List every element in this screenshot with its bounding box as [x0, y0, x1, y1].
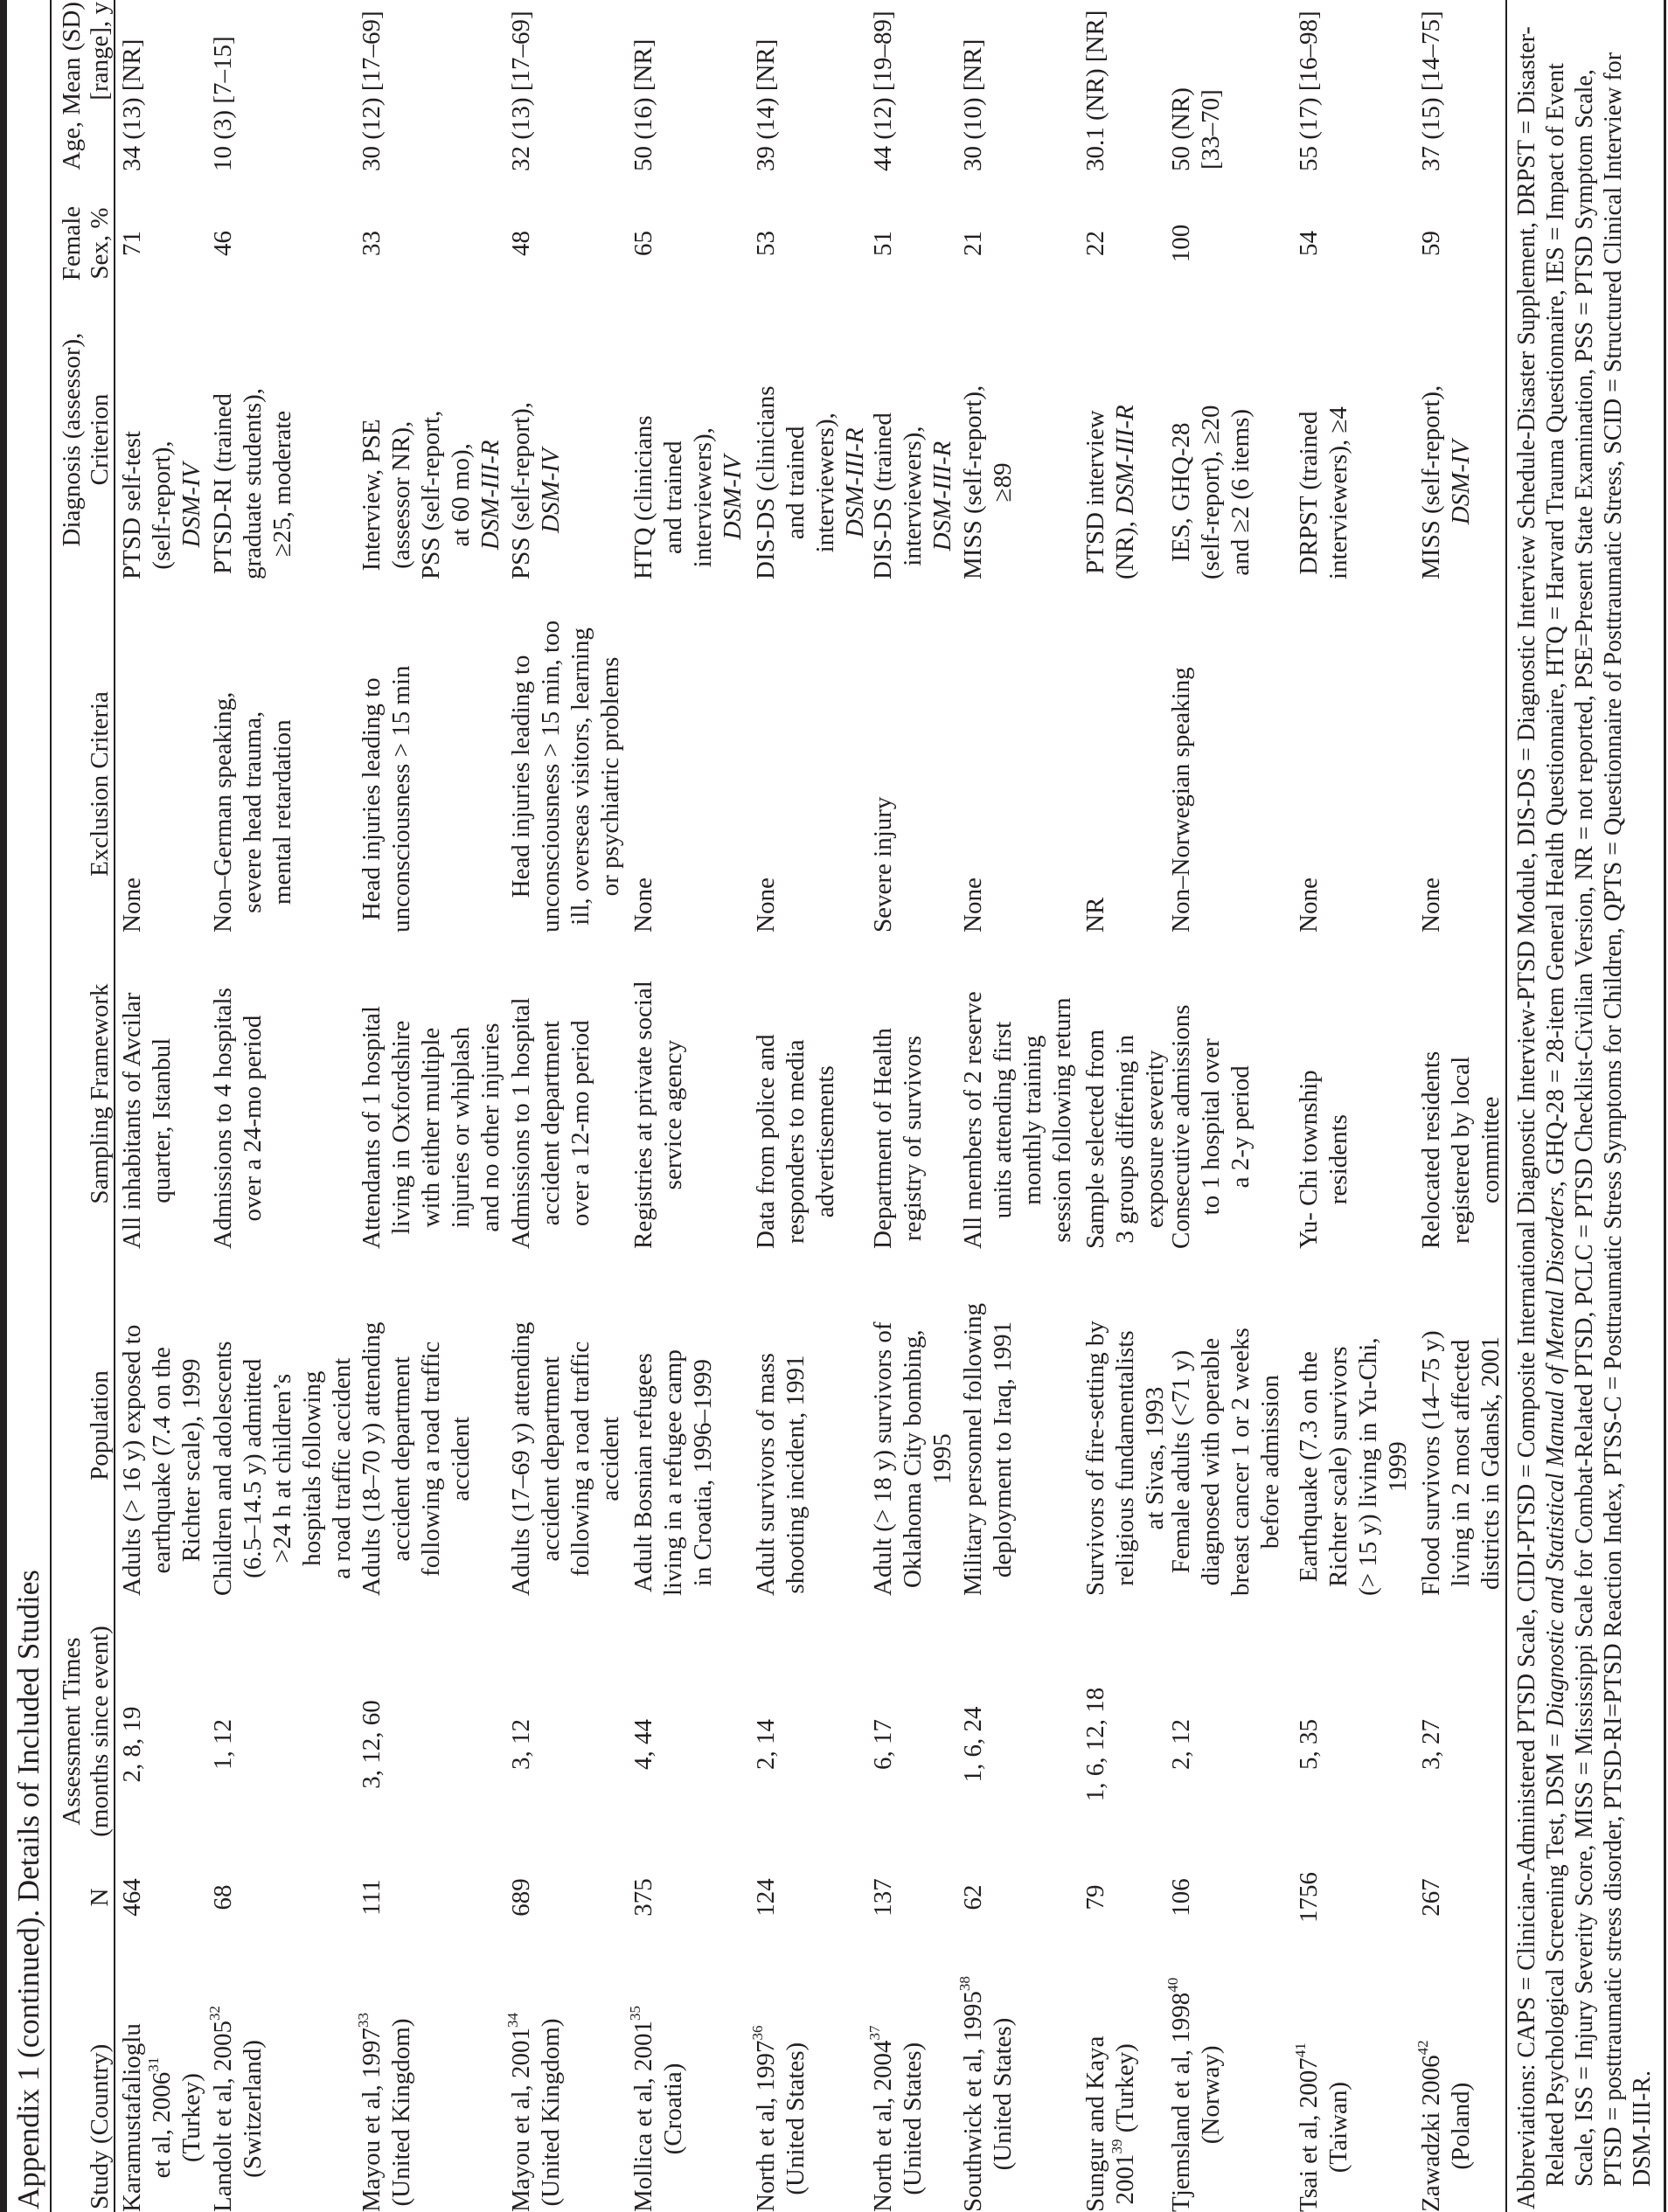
population-cell: [868, 1255, 957, 1596]
reference-number: 31: [145, 2056, 162, 2072]
exclusion-cell-text: None: [752, 877, 780, 933]
study-country: (United Kingdom): [537, 2018, 565, 2207]
assessment-times-cell: [208, 1644, 238, 1845]
age-cell: [506, 0, 536, 171]
n-cell: [1416, 1845, 1446, 1950]
sampling-cell: [629, 939, 688, 1249]
population-cell: [506, 1255, 625, 1596]
age-cell: [117, 0, 147, 171]
study-name: Southwick et al, 1995: [959, 1991, 987, 2212]
female-sex-cell-text: 65: [629, 231, 657, 256]
assessment-times-cell-text: 3, 27: [1417, 1719, 1445, 1770]
study-country: (United Kingdom): [387, 2018, 415, 2207]
study-country: (United States): [899, 2042, 927, 2195]
age-cell-text: 44 (12) [19–89]: [869, 10, 897, 171]
exclusion-cell: [751, 583, 781, 933]
population-cell-text: Adults (17–69 y) attending accident department following a road traffic accident: [507, 1321, 624, 1596]
assessment-times-cell: [506, 1644, 536, 1845]
n-cell-text: 267: [1417, 1878, 1445, 1917]
study-cell: [1416, 1950, 1476, 2212]
n-cell: [1294, 1845, 1324, 1950]
sampling-cell-text: All members of 2 reserve units attending first monthly training session following return: [959, 991, 1076, 1249]
header-n: N: [86, 1888, 114, 1907]
sampling-cell: [357, 939, 505, 1249]
diagnosis-cell: [958, 300, 1018, 579]
study-country: (United States): [989, 2017, 1017, 2171]
assessment-times-cell: [1294, 1644, 1324, 1845]
exclusion-cell: [208, 583, 297, 933]
diagnosis-text: MISS (self-report),: [1417, 385, 1445, 579]
study-cell: [208, 1950, 268, 2212]
female-sex-cell: [208, 193, 238, 294]
age-cell: [629, 0, 658, 171]
diagnosis-cell-text: [1416, 385, 1476, 579]
header-population: Population: [86, 1370, 114, 1480]
sampling-cell: [1166, 939, 1255, 1249]
study-name: Mollica et al, 2001: [629, 2020, 657, 2212]
sampling-cell-text: Yu- Chi township residents: [1295, 1070, 1352, 1249]
population-cell: [1294, 1255, 1413, 1596]
study-cell-text: [1294, 2042, 1353, 2212]
study-country: (Croatia): [659, 2063, 687, 2155]
female-sex-cell-text: 59: [1417, 231, 1445, 256]
sampling-cell-text: Consecutive admissions to 1 hospital over a 2-y period: [1167, 1004, 1254, 1249]
female-sex-cell: [629, 193, 658, 294]
exclusion-cell-text: Non–German speaking, severe head trauma, mental retardation: [209, 691, 296, 933]
study-cell-text: [868, 2025, 928, 2212]
diagnosis-text: Interview, PSE (assessor NR), PSS (self-report, at 60 mo),: [358, 410, 475, 579]
exclusion-cell: [1416, 583, 1446, 933]
age-cell: [1166, 0, 1226, 171]
sampling-cell: [208, 939, 268, 1249]
diagnosis-criterion: DSM-IV: [177, 462, 205, 548]
diagnosis-criterion: DSM-III-R: [1111, 405, 1139, 515]
population-cell: [1416, 1255, 1505, 1596]
population-cell-text: Adult Bosnian refugees living in a refugee camp in Croatia, 1996–1999: [629, 1349, 717, 1596]
n-cell: [958, 1845, 988, 1950]
exclusion-cell-text: None: [118, 877, 146, 933]
assessment-times-cell-text: 3, 12: [507, 1719, 535, 1770]
n-cell-text: 68: [209, 1884, 237, 1910]
female-sex-cell: [506, 193, 536, 294]
diagnosis-text: MISS (self-report), ≥89: [959, 385, 1017, 579]
sampling-cell-text: All inhabitants of Avcilar quarter, Istanbul: [118, 992, 176, 1249]
age-cell-text: 50 (16) [NR]: [629, 38, 657, 171]
n-cell-text: 106: [1167, 1878, 1195, 1917]
sampling-cell: [958, 939, 1077, 1249]
n-cell-text: 62: [959, 1884, 987, 1910]
exclusion-cell-text: None: [629, 877, 657, 933]
female-sex-cell: [357, 193, 386, 294]
population-cell: [1166, 1255, 1285, 1596]
assessment-times-cell-text: 3, 12, 60: [358, 1700, 386, 1789]
population-cell-text: Earthquake (7.3 on the Richter scale) survivors (> 15 y) living in Yu-Chi, 1999: [1295, 1337, 1412, 1596]
study-cell: [958, 1950, 1018, 2212]
female-sex-cell-text: 46: [209, 231, 237, 256]
age-cell-text: 32 (13) [17–69]: [507, 10, 535, 171]
assessment-times-cell-text: 2, 12: [1167, 1719, 1195, 1770]
diagnosis-cell-text: [958, 385, 1018, 579]
diagnosis-text: IES, GHQ-28 (self-report), ≥20 and ≥2 (6 items): [1167, 405, 1254, 579]
age-cell: [208, 0, 238, 171]
diagnosis-text: PTSD-RI (trained graduate students), ≥25, moderate: [209, 387, 296, 579]
diagnosis-cell-text: [117, 431, 206, 579]
sampling-cell-text: Admissions to 1 hospital accident department over a 12-mo period: [507, 997, 594, 1249]
n-cell-text: 1756: [1295, 1872, 1323, 1923]
age-cell-text: 34 (13) [NR]: [118, 38, 146, 171]
reference-number: 39: [1109, 2139, 1125, 2154]
n-cell: [1166, 1845, 1196, 1950]
exclusion-cell: [1081, 583, 1110, 933]
female-sex-cell: [868, 193, 898, 294]
exclusion-cell: [958, 583, 988, 933]
study-cell-text: [751, 2025, 810, 2212]
assessment-times-cell: [357, 1644, 386, 1845]
population-cell: [117, 1255, 206, 1596]
exclusion-cell-text: NR: [1081, 897, 1109, 933]
sampling-cell-text: Admissions to 4 hospitals over a 24-mo period: [209, 988, 267, 1249]
diagnosis-cell-text: [1166, 405, 1255, 579]
study-country: (Taiwan): [1324, 2082, 1352, 2174]
exclusion-cell: [506, 583, 625, 933]
n-cell-text: 375: [629, 1878, 657, 1917]
exclusion-cell: [629, 583, 658, 933]
exclusion-cell: [1166, 583, 1196, 933]
study-name: Karamustafalioglu et al, 2006: [118, 2023, 176, 2212]
female-sex-cell: [958, 193, 988, 294]
diagnosis-cell-text: [868, 413, 957, 579]
diagnosis-criterion: DSM-IV: [537, 448, 565, 533]
female-sex-cell: [1081, 193, 1110, 294]
sampling-cell: [1081, 939, 1170, 1249]
n-cell: [506, 1845, 536, 1950]
diagnosis-cell-text: [629, 415, 747, 579]
exclusion-cell: [1294, 583, 1324, 933]
study-name: Landolt et al, 2005: [209, 2020, 237, 2212]
age-cell: [1294, 0, 1324, 171]
female-sex-cell-text: 21: [959, 231, 987, 256]
study-cell: [1166, 1950, 1226, 2212]
abbreviations-text-end: , GHQ-28 = 28-item General Health Questionnaire, HTQ = Harvard Trauma Questionnaire, IES = Impact of Event Scale, ISS = Injury Severity Score, MISS = Mississippi Scale for Combat-Related PTSD, PCLC = PTSD Checklist-Civilian Version, NR = not reported, PSE=Present State Examination, PSS = PTSD Symptom Scale, PTSD = posttraumatic stress disorder, PTSD-RI=PTSD Reaction Index, PTSS-C = Posttraumatic Stress Symptoms for Children, QPTS = Questionnaire of Posttraumatic Stress, SCID = Structured Clinical Interview for DSM-III-R.: [1542, 52, 1656, 2187]
sampling-cell: [751, 939, 840, 1249]
diagnosis-cell: [117, 300, 206, 579]
diagnosis-criterion: DSM-IV: [1447, 440, 1475, 525]
reference-number: 38: [956, 1976, 973, 1992]
population-cell-text: Female adults (<71 y) diagnosed with operable breast cancer 1 or 2 weeks before admission: [1167, 1328, 1284, 1596]
diagnosis-text: PTSD self-test (self-report),: [118, 431, 176, 579]
population-cell-text: Adults (18–70 y) attending accident department following a road traffic accident: [358, 1321, 475, 1596]
diagnosis-criterion: DSM-III-R: [928, 440, 956, 551]
reference-number: 40: [1164, 1977, 1181, 1993]
study-country: (Turkey): [1111, 2043, 1139, 2139]
exclusion-cell: [357, 583, 416, 933]
diagnosis-criterion: DSM-III-R: [476, 440, 504, 551]
n-cell-text: 464: [118, 1878, 146, 1917]
study-cell-text: [1081, 2036, 1140, 2212]
female-sex-cell: [1416, 193, 1446, 294]
diagnosis-cell: [629, 300, 747, 579]
age-cell-text: 30 (12) [17–69]: [358, 10, 386, 171]
study-cell-text: [117, 2023, 206, 2212]
diagnosis-cell-text: [208, 388, 297, 579]
assessment-times-cell: [751, 1644, 781, 1845]
exclusion-cell-text: Head injuries leading to unconsciousness > 15 min: [358, 665, 415, 933]
top-thick-rule: [0, 0, 7, 2212]
assessment-times-cell: [1081, 1644, 1110, 1845]
exclusion-cell-text: Non–Norwegian speaking: [1167, 667, 1195, 933]
study-cell: [751, 1950, 810, 2212]
population-cell: [208, 1255, 357, 1596]
exclusion-cell-text: Head injuries leading to unconsciousness > 15 min, too ill, overseas visitors, learning or psychiatric problems: [507, 620, 624, 933]
sampling-cell: [868, 939, 928, 1249]
n-cell: [357, 1845, 386, 1950]
assessment-times-cell: [629, 1644, 658, 1845]
exclusion-cell-text: Severe injury: [869, 796, 897, 933]
n-cell: [117, 1845, 147, 1950]
exclusion-cell: [117, 583, 147, 933]
sampling-cell-text: Registries at private social service agency: [629, 981, 687, 1249]
n-cell: [868, 1845, 898, 1950]
bottom-rule: [1664, 0, 1666, 2212]
diagnosis-cell-text: [506, 402, 566, 579]
female-sex-cell-text: 54: [1295, 231, 1323, 256]
age-cell-text: 50 (NR) [33–70]: [1167, 87, 1225, 171]
reference-number: 36: [749, 2025, 766, 2041]
age-cell: [958, 0, 988, 171]
female-sex-cell-text: 51: [869, 231, 897, 256]
assessment-times-cell: [117, 1644, 147, 1845]
diagnosis-text: PTSD interview (NR),: [1081, 410, 1139, 579]
header-diagnosis: Diagnosis (assessor), Criterion: [58, 332, 114, 547]
assessment-times-cell-text: 6, 17: [869, 1719, 897, 1770]
abbreviations-italic: Diagnostic and Statistical Manual of Mental Disorders: [1542, 1187, 1569, 1728]
diagnosis-text: DIS-DS (clinicians and trained interviewers),: [752, 385, 839, 579]
assessment-times-cell-text: 2, 8, 19: [118, 1706, 146, 1783]
female-sex-cell-text: 100: [1167, 224, 1195, 263]
diagnosis-cell: [751, 300, 870, 579]
diagnosis-text: HTQ (clinicians and trained interviewers),: [629, 415, 717, 579]
abbreviations-note: [1512, 24, 1657, 2209]
diagnosis-cell: [1081, 300, 1140, 579]
n-cell: [208, 1845, 238, 1950]
sampling-cell-text: Department of Health registry of survivors: [869, 1028, 927, 1249]
header-age: Age, Mean (SD) [range], y: [58, 2, 114, 170]
age-cell: [868, 0, 898, 171]
diagnosis-cell-text: [1294, 406, 1353, 579]
n-cell-text: 124: [752, 1878, 780, 1917]
study-cell-text: [357, 2013, 416, 2212]
diagnosis-cell: [506, 300, 566, 579]
study-country: (Switzerland): [239, 2040, 267, 2178]
sampling-cell: [1294, 939, 1353, 1249]
exclusion-cell-text: None: [1417, 877, 1445, 933]
assessment-times-cell-text: 1, 12: [209, 1719, 237, 1770]
sampling-cell: [1416, 939, 1505, 1249]
age-cell: [1416, 0, 1446, 171]
population-cell-text: Flood survivors (14–75 y) living in 2 most affected districts in Gdansk, 2001: [1417, 1330, 1505, 1596]
age-cell: [1081, 0, 1110, 171]
age-cell-text: 10 (3) [7–15]: [209, 36, 237, 171]
study-cell: [1081, 1950, 1140, 2212]
study-cell-text: [1166, 1978, 1226, 2212]
reference-number: 37: [866, 2025, 883, 2041]
assessment-times-cell-text: 1, 6, 12, 18: [1081, 1687, 1109, 1802]
population-cell: [751, 1255, 810, 1596]
assessment-times-cell: [958, 1644, 988, 1845]
n-cell: [629, 1845, 658, 1950]
assessment-times-cell: [1166, 1644, 1196, 1845]
age-cell-text: 30 (10) [NR]: [959, 38, 987, 171]
footer-rule: [1505, 0, 1507, 2212]
assessment-times-cell: [1416, 1644, 1446, 1845]
diagnosis-cell-text: [751, 386, 870, 580]
sampling-cell: [506, 939, 595, 1249]
reference-number: 42: [1414, 2040, 1431, 2056]
table-title: Appendix 1 (continued). Details of Included Studies: [11, 1570, 45, 2209]
population-cell: [629, 1255, 718, 1596]
diagnosis-cell: [1416, 300, 1476, 579]
assessment-times-cell-text: 2, 14: [752, 1719, 780, 1770]
age-cell-text: 37 (15) [14–75]: [1417, 10, 1445, 171]
exclusion-cell: [868, 583, 898, 933]
header-bottom-rule: [114, 0, 115, 2212]
sampling-cell-text: Sample selected from 3 groups differing in exposure severity: [1081, 1029, 1169, 1249]
study-name: Mayou et al, 2001: [507, 2027, 535, 2212]
header-study: Study (Country): [86, 2043, 114, 2209]
study-cell-text: [958, 1976, 1018, 2212]
exclusion-cell-text: None: [1295, 877, 1323, 933]
female-sex-cell: [1166, 193, 1196, 294]
population-cell: [1081, 1255, 1170, 1596]
female-sex-cell-text: 53: [752, 231, 780, 256]
female-sex-cell-text: 48: [507, 231, 535, 256]
reference-number: 41: [1292, 2042, 1309, 2058]
n-cell-text: 689: [507, 1878, 535, 1917]
age-cell-text: 39 (14) [NR]: [752, 38, 780, 171]
header-sampling: Sampling Framework: [86, 983, 114, 1204]
age-cell-text: 30.1 (NR) [NR]: [1081, 10, 1109, 171]
population-cell: [958, 1255, 1018, 1596]
header-exclusion: Exclusion Criteria: [86, 691, 114, 877]
assessment-times-cell-text: 4, 44: [629, 1719, 657, 1770]
study-cell-text: [506, 2013, 566, 2212]
n-cell-text: 79: [1081, 1884, 1109, 1910]
n-cell-text: 111: [358, 1879, 386, 1916]
study-cell: [1294, 1950, 1353, 2212]
study-cell: [117, 1950, 206, 2212]
study-cell: [629, 1950, 688, 2212]
population-cell-text: Adult (> 18 y) survivors of Oklahoma City bombing, 1995: [869, 1321, 956, 1596]
diagnosis-criterion: DSM-III-R: [841, 427, 869, 538]
n-cell: [751, 1845, 781, 1950]
study-name: North et al, 1997: [752, 2040, 780, 2212]
diagnosis-cell-text: [357, 411, 505, 579]
study-country: (Turkey): [177, 2073, 205, 2163]
female-sex-cell-text: 33: [358, 231, 386, 256]
population-cell-text: Military personnel following deployment to Iraq, 1991: [959, 1302, 1017, 1596]
header-top-rule: [50, 0, 52, 2212]
reference-number: 34: [504, 2012, 521, 2028]
female-sex-cell: [117, 193, 147, 294]
diagnosis-text: DRPST (trained interviewers), ≥4: [1295, 406, 1352, 579]
population-cell-text: Adult survivors of mass shooting incident, 1991: [752, 1353, 810, 1596]
diagnosis-cell: [357, 300, 505, 579]
study-cell-text: [629, 2006, 688, 2212]
population-cell-text: Adults (> 16 y) exposed to earthquake (7.4 on the Richter scale), 1999: [118, 1324, 205, 1596]
study-cell-text: [1416, 2040, 1476, 2212]
study-country: (United States): [782, 2042, 810, 2195]
age-cell: [357, 0, 386, 171]
study-cell: [868, 1950, 928, 2212]
age-cell-text: 55 (17) [16–98]: [1295, 10, 1323, 171]
study-name: Zawadzki 2006: [1417, 2055, 1445, 2212]
n-cell-text: 137: [869, 1878, 897, 1917]
header-assessment-times: Assessment Times (months since event): [58, 1626, 114, 1837]
female-sex-cell: [751, 193, 781, 294]
age-cell: [751, 0, 781, 171]
sampling-cell: [117, 939, 177, 1249]
n-cell: [1081, 1845, 1110, 1950]
diagnosis-cell: [868, 300, 957, 579]
sampling-cell-text: Relocated residents registered by local committee: [1417, 1051, 1505, 1249]
reference-number: 33: [355, 2012, 372, 2028]
study-name: Tsai et al, 2007: [1295, 2057, 1323, 2212]
exclusion-cell-text: None: [959, 877, 987, 933]
female-sex-cell-text: 22: [1081, 231, 1109, 256]
sampling-cell-text: Data from police and responders to media advertisements: [752, 1034, 839, 1249]
study-name: Mayou et al, 1997: [358, 2027, 386, 2212]
sampling-cell-text: Attendants of 1 hospital living in Oxfordshire with either multiple injuries or whiplash and no other injuries: [358, 1006, 504, 1249]
study-country: (Poland): [1447, 2082, 1475, 2170]
study-cell: [357, 1950, 416, 2212]
assessment-times-cell: [868, 1644, 898, 1845]
study-cell: [506, 1950, 566, 2212]
study-name: Tjemsland et al, 1998: [1167, 1992, 1195, 2212]
female-sex-cell-text: 71: [118, 231, 146, 256]
study-name: Sungur and Kaya 2001: [1081, 2035, 1139, 2212]
study-cell-text: [208, 2006, 268, 2212]
diagnosis-cell: [1166, 300, 1255, 579]
reference-number: 35: [627, 2005, 643, 2021]
diagnosis-text: DIS-DS (trained interviewers),: [869, 413, 927, 579]
diagnosis-cell-text: [1081, 405, 1140, 579]
diagnosis-criterion: DSM-IV: [719, 454, 747, 540]
assessment-times-cell-text: 1, 6, 24: [959, 1706, 987, 1783]
header-female-sex: Female Sex, %: [58, 205, 114, 281]
study-name: North et al, 2004: [869, 2040, 897, 2212]
assessment-times-cell-text: 5, 35: [1295, 1719, 1323, 1770]
study-country: (Norway): [1197, 2045, 1225, 2145]
population-cell-text: Survivors of fire-setting by religious fundamentalists at Sivas, 1993: [1081, 1321, 1169, 1596]
abbreviations-text: Abbreviations: CAPS = Clinician-Administered PTSD Scale, CIDI-PTSD = Composite International Diagnostic Interview-PTSD Module, DIS-DS = Diagnostic Interview Schedule-Disaster Supplement, DRPST = Disaster-Related Psychological Screening Test, DSM =: [1513, 26, 1569, 2209]
diagnosis-cell: [208, 300, 297, 579]
diagnosis-text: PSS (self-report),: [507, 402, 535, 579]
reference-number: 32: [206, 2005, 223, 2021]
population-cell-text: Children and adolescents (6.5–14.5 y) admitted >24 h at children’s hospitals following a road traffic accident: [209, 1341, 356, 1596]
diagnosis-cell: [1294, 300, 1353, 579]
population-cell: [357, 1255, 476, 1596]
female-sex-cell: [1294, 193, 1324, 294]
